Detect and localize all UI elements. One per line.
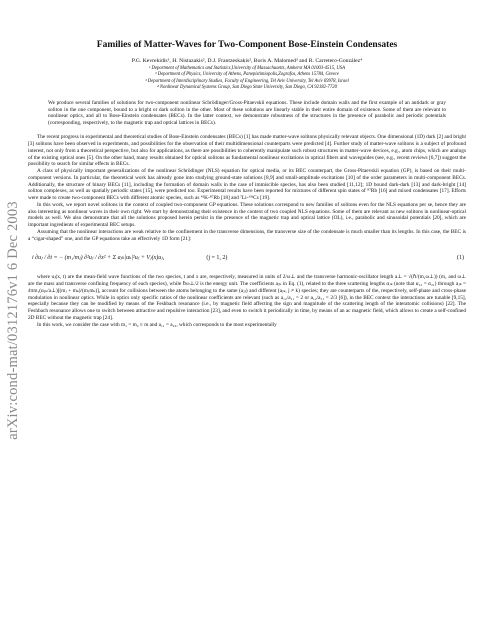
equation-range: (j = 1, 2) <box>206 254 228 261</box>
affiliation-4: ⁴ Nonlinear Dynamical Systems Group, San Diego State University, San Diego, CA 92182-7720 <box>157 85 337 91</box>
affiliations <box>28 66 466 92</box>
body-paragraph-4: Assuming that the nonlinear interactions are weak relative to the confinement in the transverse dimensions, the transverse size of the condensate is much smaller than its lengths. In this case, the BEC is a “cigar-shaped” one, and the GP equations take an effectively 1D form [21]: <box>28 228 466 242</box>
affiliation-3: ³ Department of Interdisciplinary Studies, Faculty of Engineering, Tel Aviv University, Tel Aviv 69978, Israel <box>145 78 349 84</box>
body-paragraph-1: The recent progress in experimental and theoretical studies of Bose-Einstein condensates (BECs) [1] has made matter-wave solitons physically relevant objects. One dimensional (1D) dark [2] and bright [3] solitons have been observed in experiments, and possibilities for the observation of their multidimensional counterparts were predicted [4]. Further study of matter-wave solitons is a subject of profound interest, not only from a theoretical perspective, but also for applications, as there are possibilities to coherently manipulate such robust structures in matter-wave devices, e.g., atom chips, which are analogs of the existing optical ones [5]. On the other hand, many results obtained for optical solitons as fundamental nonlinear excitations in optical fibers and waveguides (see, e.g., recent reviews [6,7]) suggest the possibility to search for similar effects in BECs. <box>28 134 466 168</box>
paper-body <box>28 134 466 328</box>
equation-expression <box>32 255 227 262</box>
equation-number: (1) <box>457 254 464 261</box>
equation-lhs: i ∂uⱼ / ∂t = − (m₁/mⱼ) ∂²uⱼ / ∂x² + Σ aⱼₖ|uₖ|²uⱼ + Vⱼ(x)uⱼ, <box>32 254 165 261</box>
author-list: P.G. Kevrekidis¹, H. Nistazakis², D.J. Frantzeskakis², Boris A. Malomed³ and R. Carretero-González⁴ <box>131 58 363 64</box>
affiliation-1: ¹ Department of Mathematics and Statistics,University of Massachusetts, Amherst MA 01003-4515, USA <box>148 66 345 71</box>
body-paragraph-6: In this work, we consider the case with m₁ = m₂ ≡ m and a₁₁ = a₂₂, which corresponds to the most experimentally <box>37 321 277 328</box>
paper-page <box>28 40 466 328</box>
affiliation-2: ² Department of Physics, University of Athens, Panepistimiopolis,Zografos, Athens 15784, Greece <box>155 72 339 78</box>
arxiv-identifier: arXiv:cond-mat/0312176v1 6 Dec 2003 <box>4 200 21 440</box>
body-paragraph-5: where uⱼ(x, t) are the mean-field wave functions of the two species, t and x are, respectively, measured in units of 2/ω⊥ and the transverse harmonic-oscillator length a⊥ = √(ℏ/(m₁ω⊥)) (m₁ and ω⊥ are the mass and transverse confining frequency of each species), while ℏω⊥/2 is the energy unit. The coefficients aⱼₖ in Eq. (1), related to the three scattering lengths αⱼₖ (note that α₁₂ = α₂₁) through aⱼₖ = 4πm₁(αⱼₖ/a⊥)[(mⱼ + mₖ)/(mⱼmₖ)], account for collisions between the atoms belonging to the same (aⱼⱼ) and different (aⱼₖ, j ≠ k) species; they are counterparts of the, respectively, self-phase and cross-phase modulation in nonlinear optics. While in optics only specific ratios of the nonlinear coefficients are relevant (such as a₁₂/a₁₁ = 2 or a₁₂/a₁₁ = 2/3 [6]), in the BEC context the interactions are tunable [9,15], especially because they can be modified by means of the Feshbach resonance (i.e., by magnetic field affecting the sign and magnitude of the scattering length of the interatomic collisions) [22]. The Feshbach resonance allows one to switch between attractive and repulsive interaction [23], and even to switch it periodically in time, by means of an ac magnetic field, which allows to create a self-confined 2D BEC without the magnetic trap [24]. <box>28 274 466 321</box>
arxiv-stamp <box>3 170 23 470</box>
paper-title: Families of Matter-Waves for Two-Component Bose-Einstein Condensates <box>96 40 398 50</box>
equation-1 <box>28 246 466 270</box>
body-paragraph-2: A class of physically important generalizations of the nonlinear Schrödinger (NLS) equation for optical media, or its BEC counterpart, the Gross-Pitaevskii equation (GP), is based on their multi-component versions. In particular, the theoretical work has already gone into studying ground-state solutions [8,9] and small-amplitude excitations [10] of the order parameters in multi-component BECs. Additionally, the structure of binary BECs [11], including the formation of domain walls in the case of immiscible species, has also been studied [11,12]; 1D bound dark-dark [13] and dark-bright [14] soliton complexes, as well as spatially periodic states [15], were predicted too. Experimental results have been reported for mixtures of different spin states of ⁸⁷Rb [16] and mixed condensates [17]. Efforts were made to create two-component BECs with different atomic species, such as ⁴¹K-⁸⁷Rb [18] and ⁷Li-¹³³Cs [19]. <box>28 168 466 201</box>
body-paragraph-3: In this work, we report novel solitons in the context of coupled two-component GP equations. These solutions correspond to new families of solitons even for the NLS equations per se, hence they are also interesting as nonlinear waves in their own right. We start by demonstrating their existence in the context of two coupled NLS equations. Some of them are relevant as new solitons in nonlinear-optical models as well. We also demonstrate that all the solutions proposed herein persist in the presence of the magnetic trap and optical lattice (OL), i.e., parabolic and sinusoidal potentials [20], which are important ingredients of experimental BEC setups. <box>28 201 466 228</box>
abstract: We produce several families of solutions for two-component nonlinear Schrödinger/Gross-Pitaevskii equations. These include domain walls and the first example of an antidark or gray soliton in the one component, bound to a bright or dark soliton in the other. Most of these solutions are linearly stable in their entire domain of existence. Some of them are relevant to nonlinear optics, and all to Bose-Einstein condensates (BECs). In the latter context, we demonstrate robustness of the structures in the presence of parabolic and periodic potentials (corresponding, respectively, to the magnetic trap and optical lattices in BECs). <box>48 99 446 127</box>
